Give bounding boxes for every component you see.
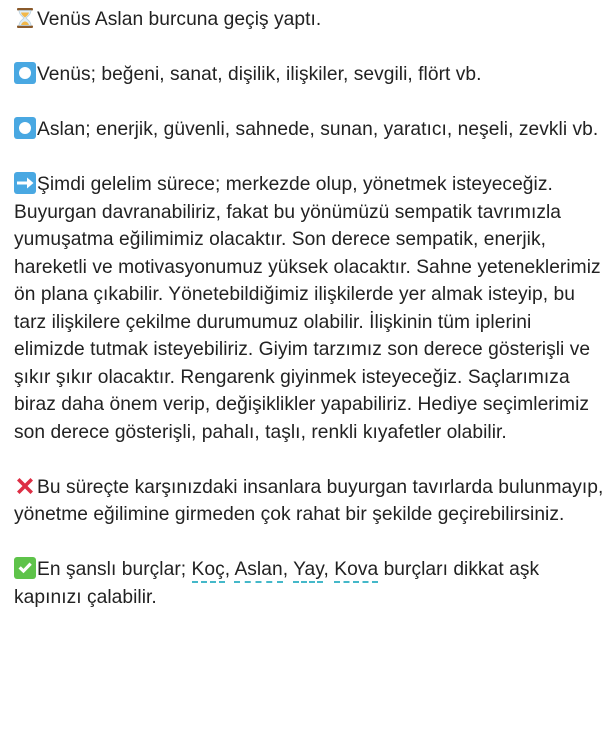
paragraph-text: Venüs; beğeni, sanat, dişilik, ilişkiler, sevgili, flört vb.: [37, 64, 482, 85]
sign-separator: ,: [323, 559, 335, 580]
paragraph-text: Aslan; enerjik, güvenli, sahnede, sunan, yaratıcı, neşeli, zevkli vb.: [37, 119, 599, 140]
white-circle-icon: [14, 62, 36, 84]
sign-link-kova[interactable]: Kova: [334, 559, 378, 583]
paragraph-venus: [14, 61, 604, 89]
sign-separator: ,: [224, 559, 235, 580]
sign-link-koc[interactable]: Koç: [192, 559, 225, 583]
paragraph-prefix: En şanslı burçlar;: [37, 559, 192, 580]
post-body: [14, 6, 604, 639]
red-cross-icon: [14, 475, 36, 497]
paragraph-text: Venüs Aslan burcuna geçiş yaptı.: [37, 9, 322, 30]
paragraph-transit: [14, 6, 604, 34]
right-arrow-icon: [14, 172, 36, 194]
check-mark-icon: [14, 557, 36, 579]
sign-separator: ,: [282, 559, 294, 580]
sign-link-yay[interactable]: Yay: [293, 559, 323, 583]
white-circle-icon: [14, 117, 36, 139]
sign-link-aslan[interactable]: Aslan: [234, 559, 282, 583]
paragraph-text: Şimdi gelelim sürece; merkezde olup, yönetmek isteyeceğiz. Buyurgan davranabiliriz, fakat bu yönümüzü sempatik tavrımızla yumuşatma eğilimimiz olacaktır. Son derece sempatik, enerjik, hareketli ve motivasyonumuz yüksek olacaktır. Sahne yeteneklerimiz ön plana çıkabilir. Yönetebildiğimiz ilişkilerde yer almak isteyip, bu tarz ilişkilere çekilme durumumuz olabilir. İlişkinin tüm iplerini elimizde tutmak isteyebiliriz. Giyim tarzımız son derece gösterişli ve şıkır şıkır olacaktır. Rengarenk giyinmek isteyeceğiz. Saçlarımıza biraz daha önem verip, değişiklikler yapabiliriz. Hediye seçimlerimiz son derece gösterişli, pahalı, taşlı, renkli kıyafetler olabilir.: [14, 174, 601, 443]
paragraph-aslan: [14, 116, 604, 144]
paragraph-suffix: burçları dikkat aşk kapınızı çalabilir.: [14, 559, 540, 608]
paragraph-text: Bu süreçte karşınızdaki insanlara buyurgan tavırlarda bulunmayıp, yönetme eğilimine girmeden çok rahat bir şekilde geçirebilirsiniz.: [14, 476, 604, 525]
hourglass-icon: [14, 7, 36, 29]
paragraph-lucky-signs: [14, 556, 604, 611]
paragraph-warning: [14, 474, 604, 529]
paragraph-process: [14, 171, 604, 446]
